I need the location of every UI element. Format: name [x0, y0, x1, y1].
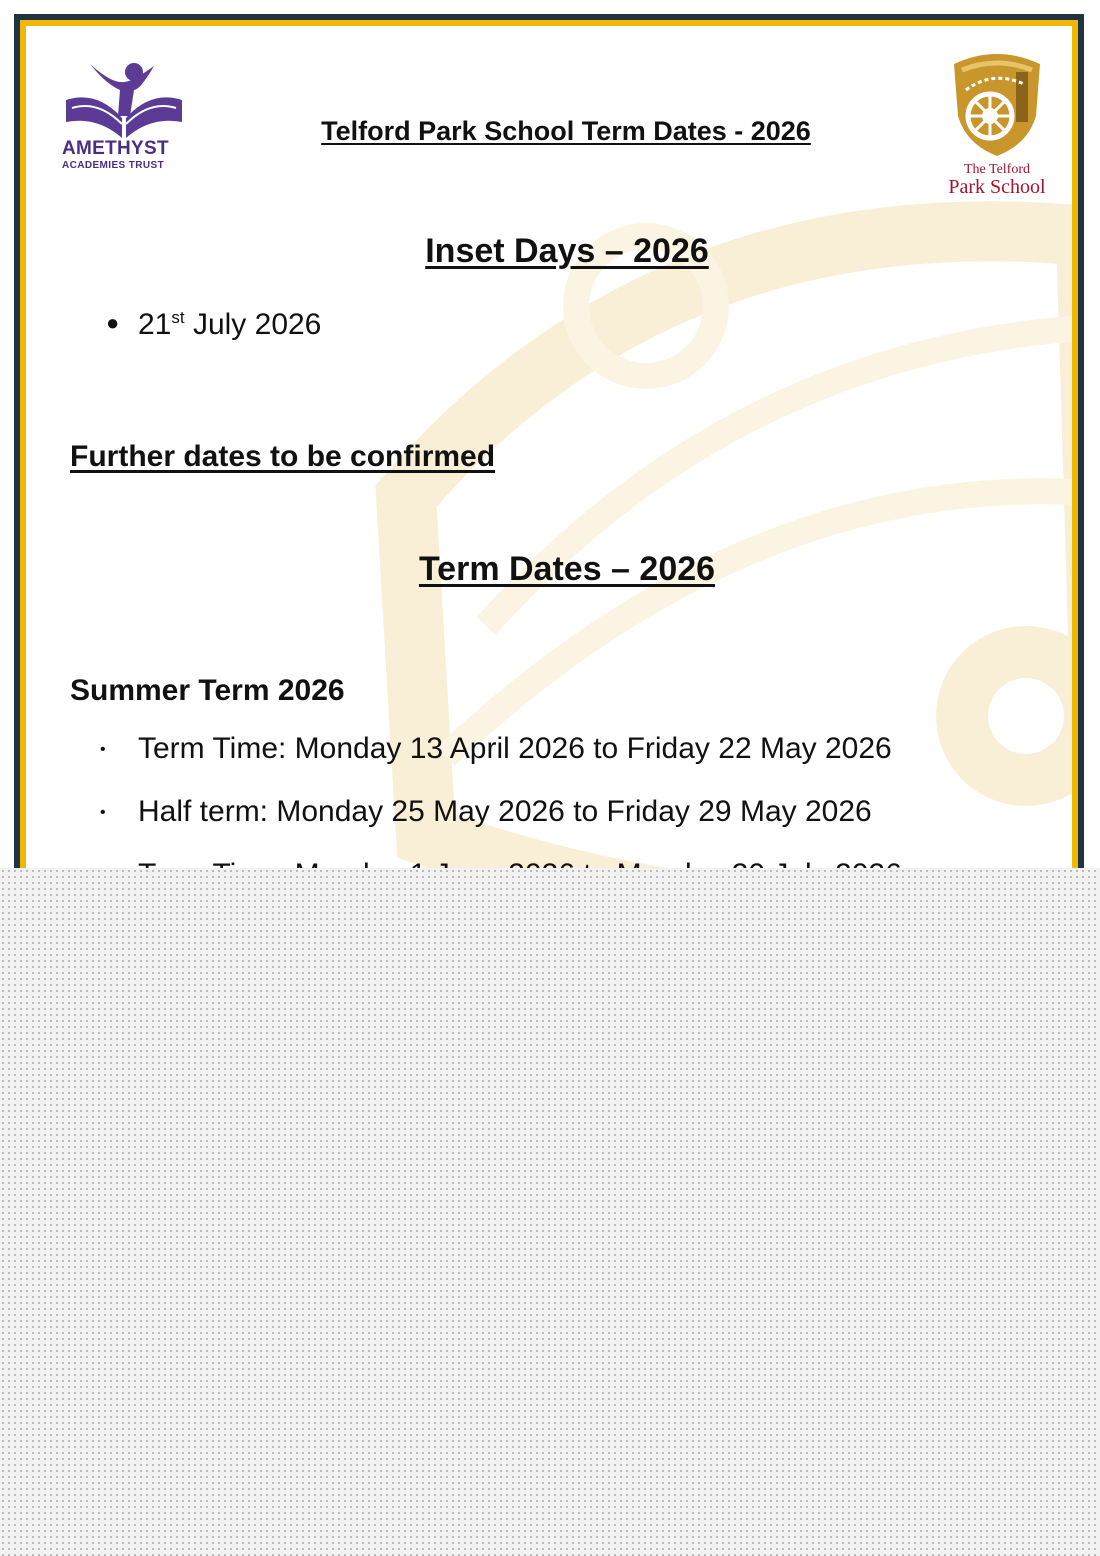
- telford-logo-line2: Park School: [948, 176, 1046, 198]
- term-dates-heading: Term Dates – 2026: [418, 550, 716, 588]
- telford-shield-crest-icon: [932, 50, 1062, 160]
- inset-date-rest: July 2026: [184, 308, 322, 341]
- amethyst-brand-text: AMETHYST: [62, 138, 169, 159]
- inset-date-item: [106, 308, 321, 342]
- term-item-text: Term Time: Monday 13 April 2026 to Friday 22 May 2026: [138, 732, 892, 765]
- bullet-icon: •: [100, 741, 106, 758]
- amethyst-book-figure-icon: [62, 60, 186, 140]
- inset-days-heading: Inset Days – 2026: [425, 232, 709, 270]
- dotted-overlay: [0, 868, 1100, 1556]
- summer-term-heading: Summer Term 2026: [70, 674, 345, 707]
- amethyst-subtitle-text: ACADEMIES TRUST: [62, 160, 165, 171]
- list-item: [100, 732, 902, 795]
- inset-date-suffix: st: [171, 308, 185, 327]
- inset-date-day: 21: [138, 308, 172, 341]
- page-content: [26, 26, 1072, 914]
- amethyst-logo: [62, 60, 186, 180]
- further-dates-note: Further dates to be confirmed: [70, 440, 496, 473]
- term-item-text: Half term: Monday 25 May 2026 to Friday 29 May 2026: [138, 795, 872, 828]
- telford-logo-line1: The Telford: [963, 162, 1030, 177]
- list-item: [100, 795, 902, 858]
- gold-border: [20, 20, 1078, 914]
- bullet-icon: •: [100, 804, 106, 821]
- telford-park-logo: [932, 50, 1062, 198]
- page-title: Telford Park School Term Dates - 2026: [321, 116, 811, 146]
- bullet-icon: ●: [106, 310, 120, 335]
- document-page: [14, 14, 1084, 914]
